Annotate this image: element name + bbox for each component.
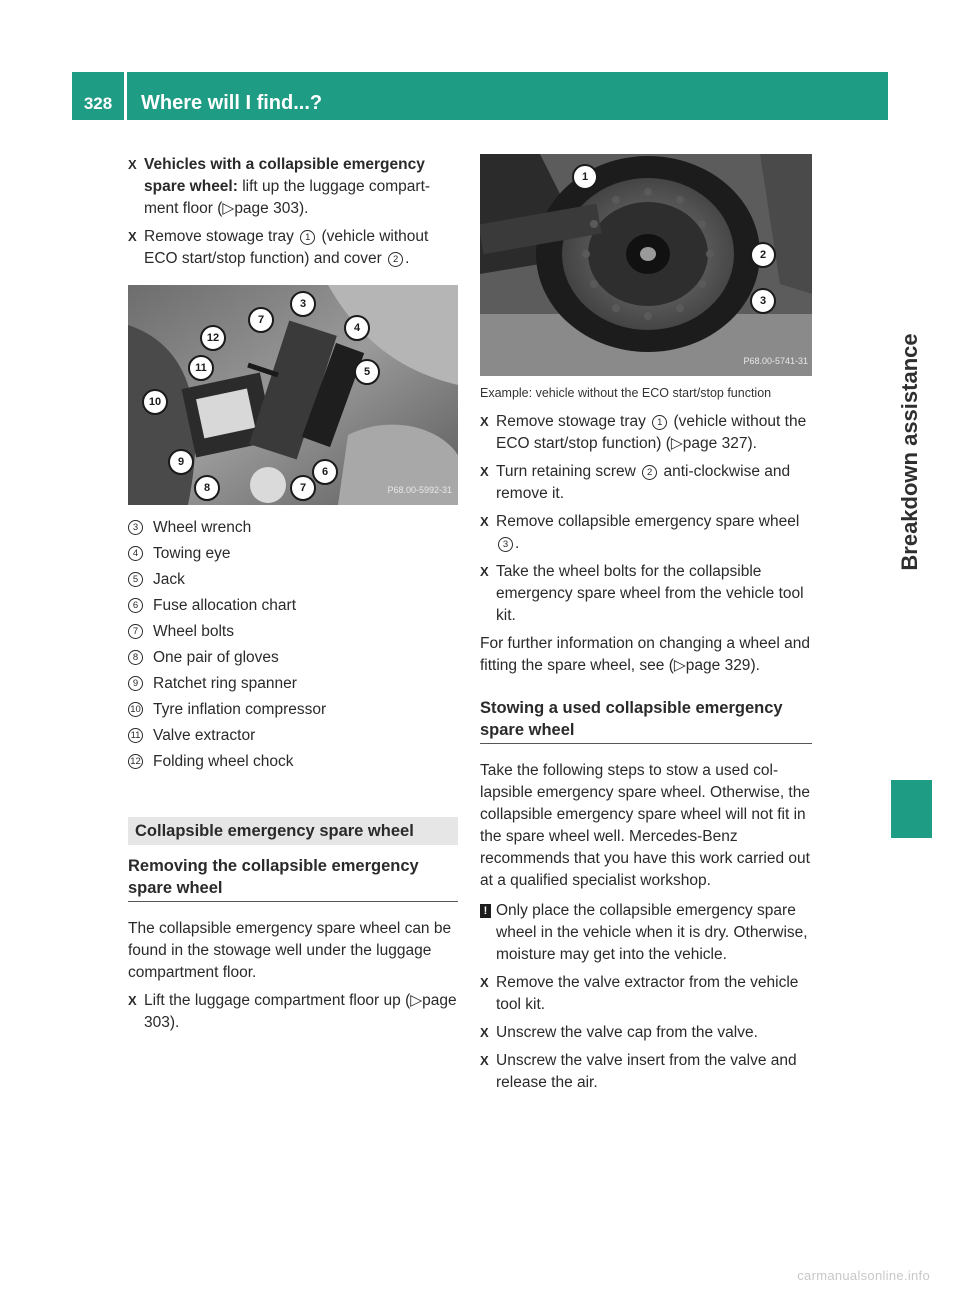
step-marker-icon: X xyxy=(480,975,489,990)
step-marker-icon: X xyxy=(480,564,489,579)
page-ref-arrow-icon: ▷ xyxy=(670,435,683,452)
warning-text: Only place the collapsible emergency spare wheel in the vehicle when it is dry. Otherwise, moisture may get into the vehicle. xyxy=(496,902,808,963)
photo-callout-badge: 7 xyxy=(248,307,274,333)
warning-note xyxy=(480,900,812,966)
paragraph-text: For further information on changing a wheel and fitting the spare wheel, see ( xyxy=(480,635,811,674)
legend-item xyxy=(128,673,458,699)
callout-number: 10 xyxy=(128,702,143,717)
step-text: Remove stowage tray xyxy=(496,413,651,430)
step-text-end: . xyxy=(515,535,520,552)
step-text-end: ). xyxy=(747,435,757,452)
step-text: Unscrew the valve insert from the valve and release the air. xyxy=(496,1052,797,1091)
legend-item xyxy=(128,647,458,673)
step-marker-icon: X xyxy=(128,157,137,172)
step-marker-icon: X xyxy=(128,229,137,244)
watermark-footer: carmanualsonline.info xyxy=(797,1268,930,1283)
step-text: Lift the luggage compartment floor up ( xyxy=(144,992,411,1009)
step-text: (vehicle without ECO start/stop function) and cover xyxy=(144,228,429,267)
tool-kit-legend xyxy=(128,517,458,777)
warning-icon: ! xyxy=(480,904,491,918)
step-marker-icon: X xyxy=(480,464,489,479)
step-remove-tray xyxy=(128,226,458,270)
legend-label: Wheel bolts xyxy=(153,623,234,640)
photo-callout-badge: 7 xyxy=(290,475,316,501)
step-text: Remove stowage tray xyxy=(144,228,299,245)
legend-label: Fuse allocation chart xyxy=(153,597,297,614)
legend-label: Tyre inflation compressor xyxy=(153,701,327,718)
step-marker-icon: X xyxy=(480,514,489,529)
callout-number: 6 xyxy=(128,598,143,613)
callout-number: 3 xyxy=(128,520,143,535)
side-tab xyxy=(888,120,932,700)
left-column xyxy=(128,154,458,1040)
step-marker-icon: X xyxy=(480,1053,489,1068)
intro-paragraph: The collapsible emergency spare wheel can be found in the stowage well under the luggage compartment floor. xyxy=(128,920,452,981)
legend-item xyxy=(128,543,458,569)
step-lift-floor xyxy=(128,154,458,220)
callout-number: 8 xyxy=(128,650,143,665)
right-column xyxy=(480,154,812,1100)
legend-label: Jack xyxy=(153,571,185,588)
step-text: Take the wheel bolts for the collapsible emergency spare wheel from the vehicle tool kit. xyxy=(496,563,804,624)
step-text-end: . xyxy=(405,250,410,267)
legend-item xyxy=(128,621,458,647)
page-header xyxy=(72,72,888,120)
page-number: 328 xyxy=(83,94,113,113)
legend-label: Folding wheel chock xyxy=(153,753,294,770)
image-code-label: P68.00-5992-31 xyxy=(387,485,452,495)
legend-item xyxy=(128,699,458,725)
step-text: Turn retaining screw xyxy=(496,463,641,480)
page-ref-link[interactable]: page 327 xyxy=(682,435,748,452)
step-bold-text: Vehicles with a collapsible emergency spare wheel: xyxy=(144,156,425,195)
callout-number: 1 xyxy=(300,230,315,245)
step-text: (vehicle without the ECO start/stop function) ( xyxy=(496,413,807,452)
section-title: Collapsible emergency spare wheel xyxy=(128,817,458,845)
step-marker-icon: X xyxy=(480,1025,489,1040)
callout-number: 2 xyxy=(388,252,403,267)
page-title: Where will I find...? xyxy=(141,92,323,114)
page-ref-link[interactable]: page 329 xyxy=(685,657,751,674)
photo-callout-badge: 4 xyxy=(344,315,370,341)
legend-label: Towing eye xyxy=(153,545,231,562)
page-ref-arrow-icon: ▷ xyxy=(222,200,235,217)
page-ref-arrow-icon: ▷ xyxy=(410,992,423,1009)
image-code-label: P68.00-5741-31 xyxy=(743,356,808,366)
photo-callout-badge: 12 xyxy=(200,325,226,351)
legend-item xyxy=(128,569,458,595)
photo-callout-badge: 3 xyxy=(750,288,776,314)
step-marker-icon: X xyxy=(128,993,137,1008)
step-remove-valve-extractor xyxy=(480,972,812,1016)
step-text-end: ). xyxy=(298,200,309,217)
legend-label: Wheel wrench xyxy=(153,519,252,536)
callout-number: 7 xyxy=(128,624,143,639)
step-text: Remove the valve extractor from the vehicle tool kit. xyxy=(496,974,799,1013)
callout-number: 5 xyxy=(128,572,143,587)
photo-callout-badge: 6 xyxy=(312,459,338,485)
photo-callout-badge: 2 xyxy=(750,242,776,268)
legend-item xyxy=(128,751,458,777)
step-unscrew-valve-cap xyxy=(480,1022,812,1044)
stowing-intro-paragraph: Take the following steps to stow a used collapsible emergency spare wheel. Otherwise, the collapsible emergency spare wheel will not fit in the spare wheel well. Mercedes-Benz recommends that you have this work carried out at a qualified specialist workshop. xyxy=(480,762,810,889)
callout-number: 11 xyxy=(128,728,143,743)
photo-callout-badge: 1 xyxy=(572,164,598,190)
side-accent-block xyxy=(891,780,932,838)
page-ref-arrow-icon: ▷ xyxy=(673,657,686,674)
page-ref-link[interactable]: page 303 xyxy=(144,992,457,1031)
image-caption: Example: vehicle without the ECO start/stop function xyxy=(480,386,772,400)
step-turn-screw xyxy=(480,461,812,505)
callout-number: 3 xyxy=(498,537,513,552)
step-text: anti-clockwise and remove it. xyxy=(496,463,791,502)
photo-callout-badge: 10 xyxy=(142,389,168,415)
callout-number: 12 xyxy=(128,754,143,769)
step-text: Remove collapsible emergency spare wheel xyxy=(496,513,800,530)
photo-callout-badge: 8 xyxy=(194,475,220,501)
step-marker-icon: X xyxy=(480,414,489,429)
step-unscrew-valve-insert xyxy=(480,1050,812,1094)
further-info-paragraph xyxy=(480,633,812,677)
step-lift-floor-up xyxy=(128,990,458,1034)
page-ref-link[interactable]: page 303 xyxy=(234,200,299,217)
legend-item xyxy=(128,517,458,543)
step-text-end: ). xyxy=(169,1014,180,1031)
step-remove-tray-right xyxy=(480,411,812,455)
callout-number: 2 xyxy=(642,465,657,480)
photo-callout-badge: 3 xyxy=(290,291,316,317)
legend-label: Ratchet ring spanner xyxy=(153,675,297,692)
legend-item xyxy=(128,725,458,751)
photo-callout-badge: 9 xyxy=(168,449,194,475)
photo-callout-badge: 11 xyxy=(188,355,214,381)
paragraph-text-end: ). xyxy=(750,657,760,674)
subsection-heading: Stowing a used collapsible emergency spare wheel xyxy=(480,687,812,744)
header-divider xyxy=(124,72,127,120)
legend-label: Valve extractor xyxy=(153,727,256,744)
tool-kit-photo xyxy=(128,285,458,505)
legend-label: One pair of gloves xyxy=(153,649,279,666)
callout-number: 4 xyxy=(128,546,143,561)
step-text: lift up the luggage compartment floor ( xyxy=(144,178,431,217)
step-remove-spare-wheel xyxy=(480,511,812,555)
step-take-wheel-bolts xyxy=(480,561,812,627)
photo-callout-badge: 5 xyxy=(354,359,380,385)
spare-wheel-photo xyxy=(480,154,812,376)
subsection-heading: Removing the collapsible emergency spare wheel xyxy=(128,845,458,902)
side-tab-label: Breakdown assistance xyxy=(897,333,922,571)
callout-number: 1 xyxy=(652,415,667,430)
callout-number: 9 xyxy=(128,676,143,691)
step-text: Unscrew the valve cap from the valve. xyxy=(496,1024,758,1041)
legend-item xyxy=(128,595,458,621)
